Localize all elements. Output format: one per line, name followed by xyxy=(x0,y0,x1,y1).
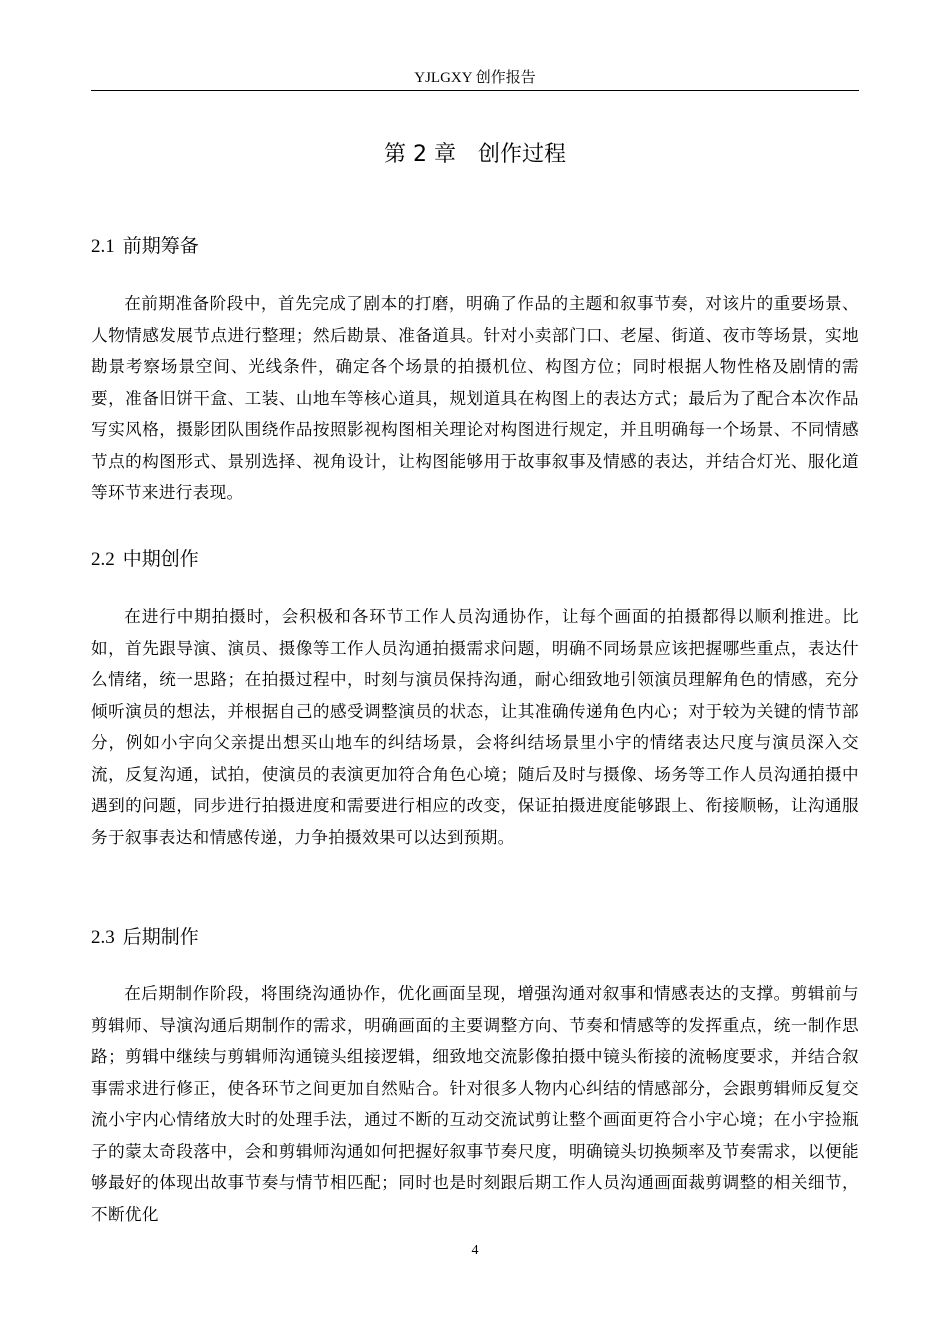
section-title: 中期创作 xyxy=(122,548,199,570)
chapter-title xyxy=(91,140,859,170)
header-divider xyxy=(91,90,859,91)
section-number: 2.3 xyxy=(91,927,115,948)
section-heading xyxy=(91,233,859,259)
running-header: YJLGXY 创作报告 xyxy=(414,70,536,86)
section-2-3 xyxy=(91,924,859,1278)
section-2-2 xyxy=(91,546,859,853)
page-number: 4 xyxy=(471,1243,479,1258)
section-paragraph: 在进行中期拍摄时，会积极和各环节工作人员沟通协作，让每个画面的拍摄都得以顺利推进。比如，首先跟导演、演员、摄像等工作人员沟通拍摄需求问题，明确不同场景应该把握哪些重点，表达什么情绪，统一思路；在拍摄过程中，时刻与演员保持沟通，耐心细致地引领演员理解角色的情感，充分倾听演员的想法，并根据自己的感受调整演员的状态，让其准确传递角色内心；对于较为关键的情节部分，例如小宇向父亲提出想买山地车的纠结场景，会将纠结场景里小宇的情绪表达尺度与演员深入交流，反复沟通，试拍，使演员的表演更加符合角色心境；随后及时与摄像、场务等工作人员沟通拍摄中遇到的问题，同步进行拍摄进度和需要进行相应的改变，保证拍摄进度能够跟上、衔接顺畅，让沟通服务于叙事表达和情感传递，力争拍摄效果可以达到预期。 xyxy=(91,607,859,847)
section-paragraph: 在后期制作阶段，将围绕沟通协作，优化画面呈现，增强沟通对叙事和情感表达的支撑。剪辑前与剪辑师、导演沟通后期制作的需求，明确画面的主要调整方向、节奏和情感等的发挥重点，统一制作思路；剪辑中继续与剪辑师沟通镜头组接逻辑，细致地交流影像拍摄中镜头衔接的流畅度要求，并结合叙事需求进行修正，使各环节之间更加自然贴合。针对很多人物内心纠结的情感部分，会跟剪辑师反复交流小宇内心情绪放大时的处理手法，通过不断的互动交流试剪让整个画面更符合小宇心境；在小宇捡瓶子的蒙太奇段落中，会和剪辑师沟通如何把握好叙事节奏尺度，明确镜头切换频率及节奏需求，以便能够最好的体现出故事节奏与情节相匹配；同时也是时刻跟后期工作人员沟通画面裁剪调整的相关细节，不断优化 xyxy=(91,984,859,1224)
section-paragraph: 在前期准备阶段中，首先完成了剧本的打磨，明确了作品的主题和叙事节奏，对该片的重要场景、人物情感发展节点进行整理；然后勘景、准备道具。针对小卖部门口、老屋、街道、夜市等场景，实地勘景考察场景空间、光线条件，确定各个场景的拍摄机位、构图方位；同时根据人物性格及剧情的需要，准备旧饼干盒、工装、山地车等核心道具，规划道具在构图上的表达方式；最后为了配合本次作品写实风格，摄影团队围绕作品按照影视构图相关理论对构图进行规定，并且明确每一个场景、不同情感节点的构图形式、景别选择、视角设计，让构图能够用于故事叙事及情感的表达，并结合灯光、服化道等环节来进行表现。 xyxy=(91,294,859,502)
section-heading xyxy=(91,924,859,950)
section-number: 2.1 xyxy=(91,236,115,257)
section-title: 后期制作 xyxy=(122,926,199,948)
section-title: 前期筹备 xyxy=(122,235,199,257)
section-2-1 xyxy=(91,233,859,509)
section-heading xyxy=(91,546,859,572)
section-number: 2.2 xyxy=(91,549,115,570)
chapter-name: 创作过程 xyxy=(477,142,566,167)
chapter-number: 第 2 章 xyxy=(384,142,456,167)
